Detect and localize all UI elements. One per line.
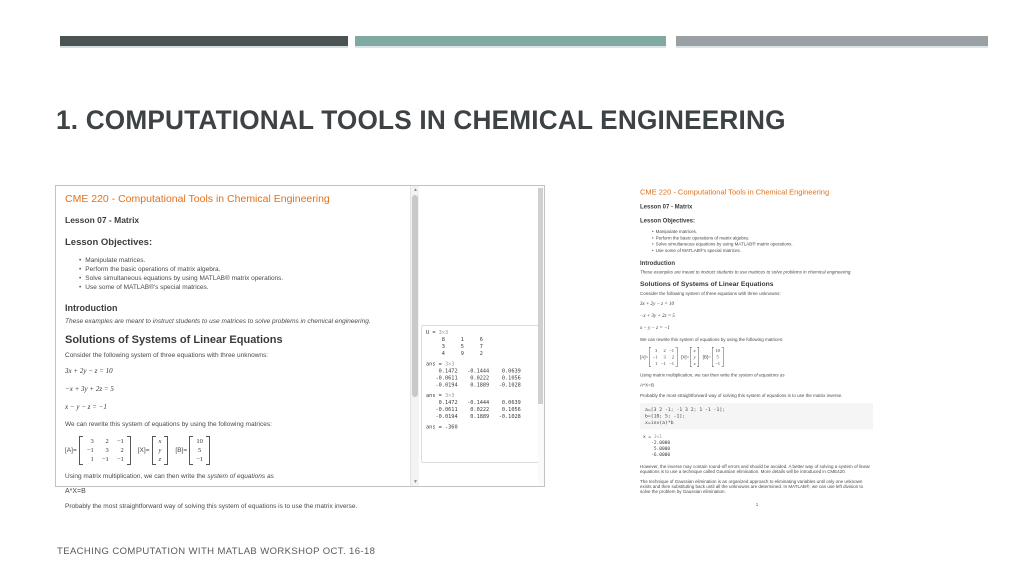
output-ans-label: ans = 3×3 [426,361,455,367]
inverse-text: Probably the most straightforward way of solving this system of equations is to use the matrix inverse. [640,393,843,398]
solution-output: x = 3×1 -2.0000 5.0000 -6.0000 [643,434,671,458]
accent-bar-dark [60,36,348,46]
matrix-b-label: [B]= [175,447,188,454]
accent-bar-gray [676,36,988,46]
objective-item: • Solve simultaneous equations by using MATLAB® matrix operations. [79,274,404,283]
output-row: 0.1472 -0.1444 0.0639 [426,399,521,406]
lesson-heading: Lesson 07 - Matrix [640,203,693,210]
matrix-a-label: [A]= [65,447,77,454]
introduction-text: These examples are meant to instruct students to use matrices to solve problems in chemical engineering. [65,318,371,325]
multiplication-text: Using matrix multiplication, we can then write the system of equations as [640,372,785,378]
consider-text: Consider the following system of three equations with three unknowns: [640,291,781,296]
equation-3: x − y − z = −1 [640,325,670,331]
objective-item: • Perform the basic operations of matrix algebra. [652,235,874,241]
matrix-x-label: [X]= [137,447,150,454]
matrices-display [640,347,874,367]
inverse-text: Probably the most straightforward way of solving this system of equations is to use the matrix inverse. [65,503,358,510]
output-row: 8 1 6 [426,336,483,343]
output-ans-label: ans = 3×3 [426,392,455,399]
matlab-code-block [640,403,873,430]
multiplication-text: Using matrix multiplication, we can then write the system of equations as [65,473,274,480]
output-row: -0.0194 0.1889 -0.1028 [426,413,521,420]
matrix-b: 10 5 −1 [712,347,724,367]
matrix-x: x y z [152,436,169,465]
objective-item: • Use some of MATLAB®'s special matrices. [652,247,874,253]
matrix-a: 3 2 −1 −1 3 2 1 −1 −1 [649,347,677,367]
matrix-a-label: [A]= [640,354,649,360]
output-scrollbar-thumb[interactable] [538,188,543,404]
slide-footer: TEACHING COMPUTATION WITH MATLAB WORKSHOP OCT. 16-18 [57,546,376,557]
output-row: 4 9 2 [426,350,483,357]
code-line: x=inv(a)*b [645,420,674,426]
solutions-heading: Solutions of Systems of Linear Equations [640,280,774,288]
matlab-live-editor-window[interactable] [55,185,545,510]
objective-item: • Use some of MATLAB®'s special matrices. [79,283,404,292]
output-row: -0.0611 0.0222 0.1056 [426,375,521,381]
matrix-b-label: [B]= [702,354,711,360]
introduction-text: These examples are meant to instruct students to use matrices to solve problems in chemical engineering. [640,269,852,275]
equation-2: −x + 3y + 2z = 5 [640,313,675,319]
objective-item: • Manipulate matrices. [79,256,404,265]
output-pane [419,186,540,486]
equation-1: 3x + 2y − z = 10 [65,367,113,375]
output-row: 3 5 7 [426,343,483,350]
output-u-label: U = 3×3 [426,329,449,336]
output-scrollbar[interactable] [538,186,544,486]
code-line: b=[10; 5; -1]; [645,413,686,419]
output-row: 0.1472 -0.1444 0.0639 [426,368,521,374]
rewrite-text: We can rewrite this system of equations by using the following matrices: [65,421,272,428]
equation-3: x − y − z = −1 [65,403,107,411]
objective-item: • Manipulate matrices. [652,229,874,235]
matrix-x-label: [X]= [681,354,690,360]
scroll-down-icon[interactable]: ▼ [413,479,418,485]
rewrite-text: We can rewrite this system of equations by using the following matrices: [640,337,784,342]
page-title: 1. COMPUTATIONAL TOOLS IN CHEMICAL ENGINEERING [56,105,786,135]
output-row: -0.0194 0.1889 -0.1028 [426,382,521,388]
axb-equation: A*X=B [640,382,655,388]
solutions-heading: Solutions of Systems of Linear Equations [65,334,283,346]
matrix-x: x y z [690,347,699,367]
page-number: 1 [755,502,759,507]
lesson-heading: Lesson 07 - Matrix [65,215,140,225]
axb-equation: A*X=B [65,488,86,495]
objectives-list [79,256,404,292]
doc-title: CME 220 - Computational Tools in Chemical Engineering [65,193,330,205]
introduction-heading: Introduction [65,303,118,313]
objective-item: • Solve simultaneous equations by using MATLAB® matrix operations. [652,241,874,247]
doc-title: CME 220 - Computational Tools in Chemical Engineering [640,188,830,197]
output-row: -0.0611 0.0222 0.1056 [426,406,521,413]
objective-item: • Perform the basic operations of matrix algebra. [79,265,404,274]
equation-1: 3x + 2y − z = 10 [640,301,675,307]
matrices-display [65,436,404,465]
editor-scrollbar-thumb[interactable] [412,195,418,397]
objectives-list [652,229,874,254]
consider-text: Consider the following system of three equations with three unknowns: [65,352,269,359]
equation-2: −x + 3y + 2z = 5 [65,385,114,393]
introduction-heading: Introduction [640,259,675,267]
document-content [56,186,410,510]
matrix-a: 3 2 −1 −1 3 2 1 −1 −1 [79,436,131,465]
code-line: a=[3 2 -1; -1 3 2; 1 -1 -1]; [645,407,726,413]
document-preview-page [640,186,874,507]
matrix-b: 10 5 −1 [189,436,210,465]
scroll-up-icon[interactable]: ▲ [413,187,418,193]
however-paragraph: However, the inverse may contain round-off errors and should be avoided. A better way of solving a system of linear equations is to use a technique called Gaussian elimination. More details will be introduced in CME420. [640,464,871,474]
accent-bar-teal [355,36,666,46]
objectives-heading: Lesson Objectives: [640,217,696,224]
technique-paragraph: The technique of Gaussian elimination is an organized approach to eliminating variables until only one unknown exists and then substituting back until all the unknowns are determined. In MATLAB®, we can use left division to solve the problem by Gaussian elimination. [640,479,864,494]
output-det-line: ans = -360 [426,424,458,430]
editor-scrollbar[interactable] [410,186,419,486]
objectives-heading: Lesson Objectives: [65,237,153,248]
matlab-output-box [421,325,539,463]
